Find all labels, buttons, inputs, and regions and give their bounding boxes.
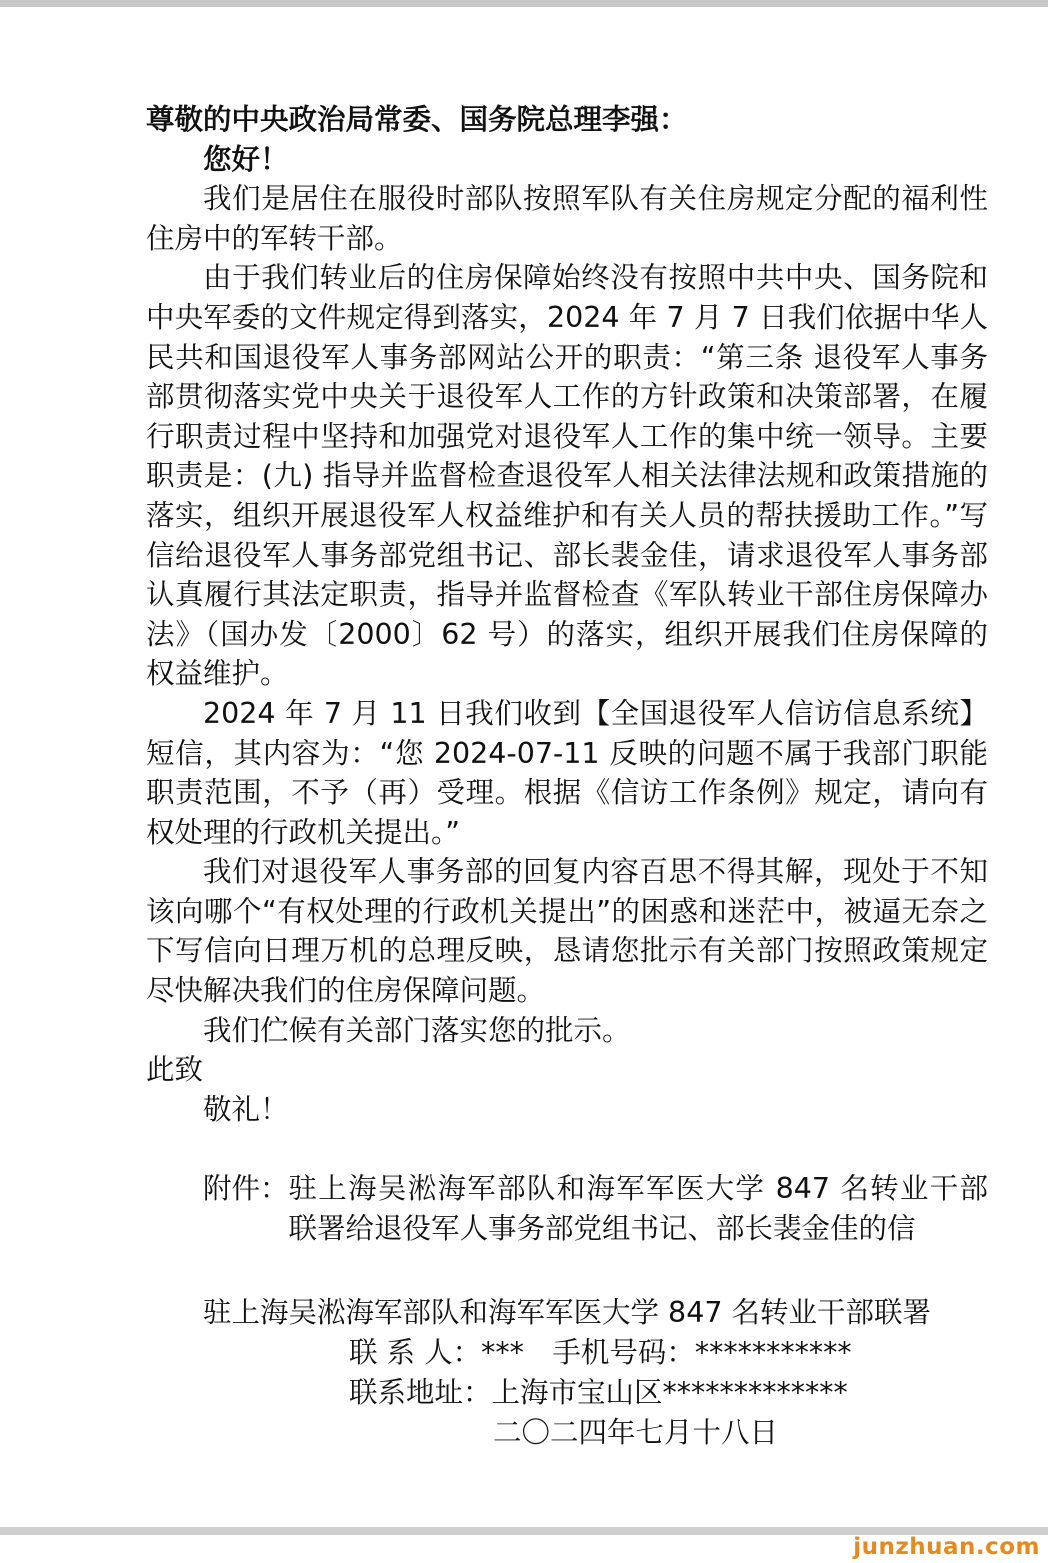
signers: 驻上海吴淞海军部队和海军军医大学 847 名转业干部联署	[203, 1296, 932, 1329]
top-border	[0, 0, 1048, 7]
closing: 此致	[146, 1053, 204, 1087]
paragraph-intro: 我们是居住在服役时部队按照军队有关住房规定分配的福利性住房中的军转干部。	[146, 182, 988, 255]
salutation: 尊敬的中央政治局常委、国务院总理李强：	[146, 103, 688, 136]
attachment	[146, 1169, 988, 1248]
signature-block	[203, 1293, 931, 1453]
letter-date: 二〇二四年七月十八日	[493, 1416, 779, 1449]
contact-person: 联 系 人：*** 手机号码：***********	[349, 1336, 852, 1369]
greeting: 您好！	[203, 142, 289, 176]
paragraph-sms-reply: 2024 年 7 月 11 日我们收到【全国退役军人信访信息系统】短信，其内容为：“您 2024-07-11 反映的问题不属于我部门职能职责范围，不予（再）受理。根据《信访工作条例》规定，请向有权处理的行政机关提出。”	[146, 696, 988, 849]
paragraph-background: 由于我们转业后的住房保障始终没有按照中共中央、国务院和中央军委的文件规定得到落实，2024 年 7 月 7 日我们依据中华人民共和国退役军人事务部网站公开的职责：“第三条 退役军人事务部贯彻落实党中央关于退役军人工作的方针政策和决策部署，在履行职责过程中坚持和加强党对退役军人工作的集中统一领导。主要职责是：(九) 指导并监督检查退役军人相关法律法规和政策措施的落实，组织开展退役军人权益维护和有关人员的帮扶援助工作。”写信给退役军人事务部党组书记、部长裴金佳，请求退役军人事务部认真履行其法定职责，指导并监督检查《军队转业干部住房保障办法》（国办发〔2000〕62 号）的落实，组织开展我们住房保障的权益维护。	[146, 261, 988, 691]
contact-address: 联系地址：上海市宝山区*************	[349, 1376, 848, 1409]
watermark: junzhuan.com	[853, 1534, 1040, 1560]
paragraph-await: 我们伫候有关部门落实您的批示。	[203, 1013, 631, 1047]
attachment-label: 附件：	[203, 1172, 289, 1206]
attachment-text: 驻上海吴淞海军部队和海军军医大学 847 名转业干部联署给退役军人事务部党组书记、部长裴金佳的信	[288, 1172, 988, 1246]
regards: 敬礼！	[203, 1092, 289, 1126]
paragraph-request: 我们对退役军人事务部的回复内容百思不得其解，现处于不知该向哪个“有权处理的行政机关提出”的困惑和迷茫中，被逼无奈之下写信向日理万机的总理反映，恳请您批示有关部门按照政策规定尽快解决我们的住房保障问题。	[146, 855, 988, 1008]
letter-body	[146, 100, 988, 1249]
